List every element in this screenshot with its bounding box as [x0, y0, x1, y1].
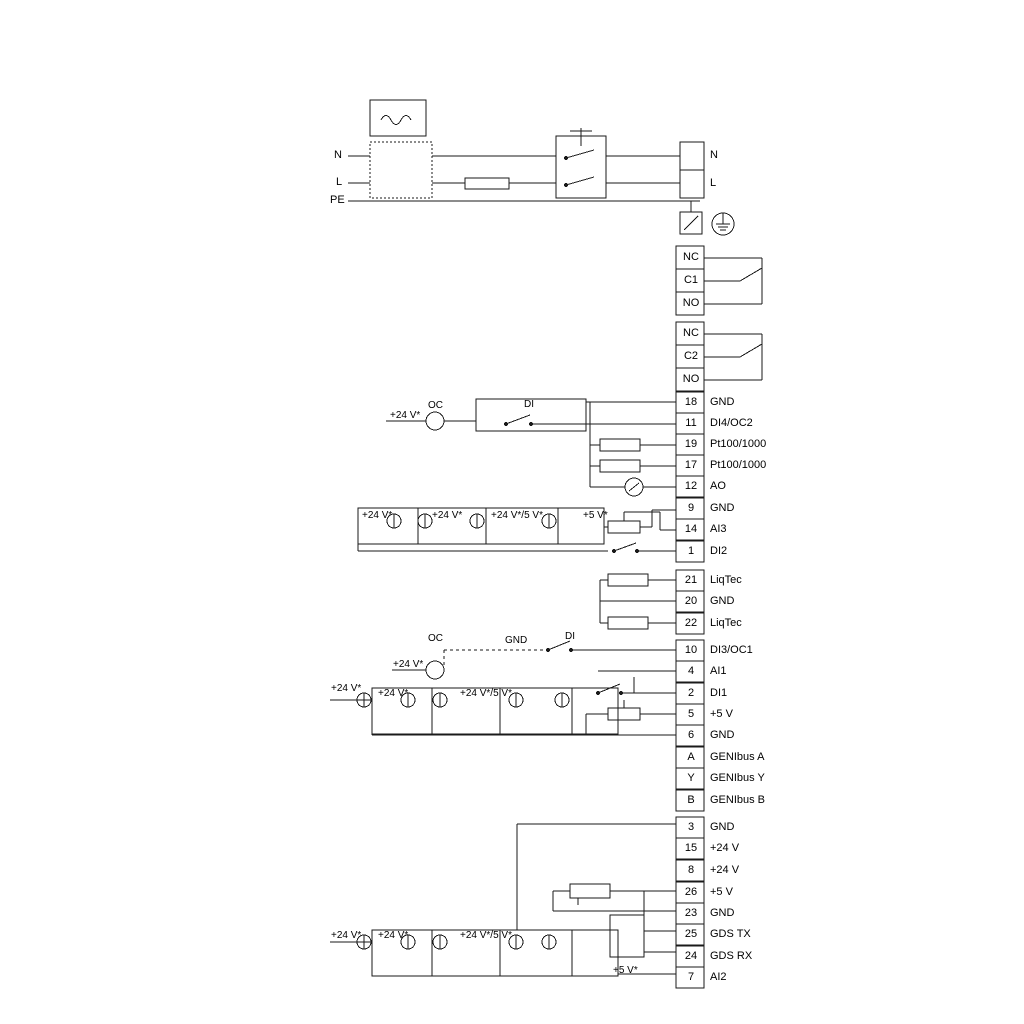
ai1-block-4 [572, 688, 618, 734]
annotation-v24-c2: +24 V*/5 V* [460, 688, 512, 699]
terminal-label-2: DI1 [710, 687, 728, 699]
annotation-v5-d3: +5 V* [613, 965, 638, 976]
di1-dot-1 [597, 692, 600, 695]
terminal-num-4: 4 [687, 665, 695, 677]
annotation-v24-a1: +24 V* [390, 410, 421, 421]
terminal-num-23: 23 [684, 907, 698, 919]
annotation-v24-d1: +24 V* [378, 930, 409, 941]
relay1-c1-label: C1 [683, 274, 699, 286]
annotation-v24-b1: +24 V* [362, 510, 393, 521]
terminal-num-26: 26 [684, 886, 698, 898]
terminal-label-12: AO [710, 480, 726, 492]
terminal-num-3: 3 [687, 821, 695, 833]
terminal-label-20: GND [710, 595, 735, 607]
di2-switch-arm [614, 543, 636, 551]
ai2-block-4 [572, 930, 618, 976]
terminal-num-18: 18 [684, 396, 698, 408]
relay2-nc-label: NC [683, 327, 699, 339]
fuse-symbol [465, 178, 509, 189]
terminal-num-21: 21 [684, 574, 698, 586]
di3-switch-arm [548, 641, 570, 650]
annotation-v24-b3: +24 V*/5 V* [491, 510, 543, 521]
annotation-gnd-2: GND [505, 635, 528, 646]
ao-meter-needle [629, 483, 639, 491]
terminal-label-10: DI3/OC1 [710, 644, 753, 656]
terminal-num-19: 19 [684, 438, 698, 450]
terminal-label-6: GND [710, 729, 735, 741]
terminal-num-25: 25 [684, 928, 698, 940]
di4-switch-arm [506, 415, 530, 424]
mains-filter-enclosure [370, 142, 432, 198]
di4-switch-dot-1 [505, 423, 508, 426]
terminal-label-23: GND [710, 907, 735, 919]
annotation-oc-1: OC [428, 400, 443, 411]
liqtec-sensor-2 [608, 617, 648, 629]
di2-dot-1 [613, 550, 616, 553]
terminal-label-25: GDS TX [710, 928, 751, 940]
pt100-sensor-1 [600, 439, 640, 451]
terminal-label-22: LiqTec [710, 617, 742, 629]
relay2-no-label: NO [682, 373, 700, 385]
oc1-source-symbol [426, 412, 444, 430]
terminal-num-7: 7 [687, 971, 695, 983]
terminal-num-2: 2 [687, 687, 695, 699]
gds-resistor [570, 884, 610, 898]
annotation-v5-b4: +5 V* [583, 510, 608, 521]
terminal-label-5: +5 V [710, 708, 733, 720]
terminal-label-B: GENIbus B [710, 794, 766, 806]
terminal-label-24: GDS RX [710, 950, 753, 962]
oc2-source-symbol [426, 661, 444, 679]
di3-dot-1 [547, 649, 550, 652]
terminal-num-15: 15 [684, 842, 698, 854]
relay1-nc-label: NC [683, 251, 699, 263]
terminal-num-B: B [687, 794, 695, 806]
mains-n-out-label: N [710, 149, 718, 161]
mains-l-in-label: L [336, 176, 343, 188]
mains-l-out-label: L [710, 177, 717, 189]
annotation-v24-d0: +24 V* [331, 930, 362, 941]
annotation-v24-oc2: +24 V* [393, 659, 424, 670]
terminal-label-A: GENIbus A [710, 751, 765, 763]
pe-terminal-slash [684, 216, 698, 230]
terminal-num-9: 9 [687, 502, 695, 514]
relay2-c2-label: C2 [683, 350, 699, 362]
terminal-num-A: A [687, 751, 695, 763]
terminal-num-22: 22 [684, 617, 698, 629]
terminal-num-12: 12 [684, 480, 698, 492]
switch-dot-1 [565, 157, 568, 160]
gds-module [610, 915, 644, 957]
terminal-num-8: 8 [687, 864, 695, 876]
terminal-label-Y: GENIbus Y [710, 772, 765, 784]
terminal-label-18: GND [710, 396, 735, 408]
annotation-v24-d2: +24 V*/5 V* [460, 930, 512, 941]
liqtec-sensor-1 [608, 574, 648, 586]
terminal-num-17: 17 [684, 459, 698, 471]
annotation-v24-c0: +24 V* [331, 683, 362, 694]
terminal-num-24: 24 [684, 950, 698, 962]
terminal-label-11: DI4/OC2 [710, 417, 753, 429]
mains-n-in-label: N [334, 149, 342, 161]
relay2-contact-arm [740, 344, 762, 357]
terminal-num-6: 6 [687, 729, 695, 741]
relay1-contact-arm [740, 268, 762, 281]
terminal-label-3: GND [710, 821, 735, 833]
terminal-label-19: Pt100/1000 [710, 438, 767, 450]
terminal-label-7: AI2 [710, 971, 727, 983]
terminal-label-1: DI2 [710, 545, 728, 557]
terminal-label-17: Pt100/1000 [710, 459, 767, 471]
terminal-label-9: GND [710, 502, 735, 514]
annotation-v24-b2: +24 V* [432, 510, 463, 521]
terminal-num-11: 11 [685, 417, 697, 429]
terminal-label-4: AI1 [710, 665, 727, 677]
ac-source-box [370, 100, 426, 136]
mains-pe-label: PE [330, 194, 345, 206]
terminal-label-14: AI3 [710, 523, 727, 535]
annotation-di-1: DI [524, 399, 534, 410]
terminal-label-21: LiqTec [710, 574, 742, 586]
terminal-label-15: +24 V [710, 842, 740, 854]
annotation-oc-2: OC [428, 633, 443, 644]
terminal-label-8: +24 V [710, 864, 740, 876]
switch-pole-2 [566, 177, 594, 185]
terminal-num-20: 20 [684, 595, 698, 607]
terminal-num-Y: Y [687, 772, 695, 784]
relay1-no-label: NO [682, 297, 700, 309]
terminal-num-14: 14 [684, 523, 698, 535]
pt100-sensor-2 [600, 460, 640, 472]
ai1-potentiometer [608, 708, 640, 720]
terminal-num-10: 10 [684, 644, 698, 656]
terminal-label-26: +5 V [710, 886, 733, 898]
terminal-num-1: 1 [687, 545, 695, 557]
terminal-num-5: 5 [687, 708, 695, 720]
ai3-potentiometer [608, 521, 640, 533]
switch-pole-1 [566, 150, 594, 158]
annotation-di-2: DI [565, 631, 575, 642]
annotation-v24-c1: +24 V* [378, 688, 409, 699]
ac-waveform-icon [381, 116, 411, 125]
switch-dot-2 [565, 184, 568, 187]
